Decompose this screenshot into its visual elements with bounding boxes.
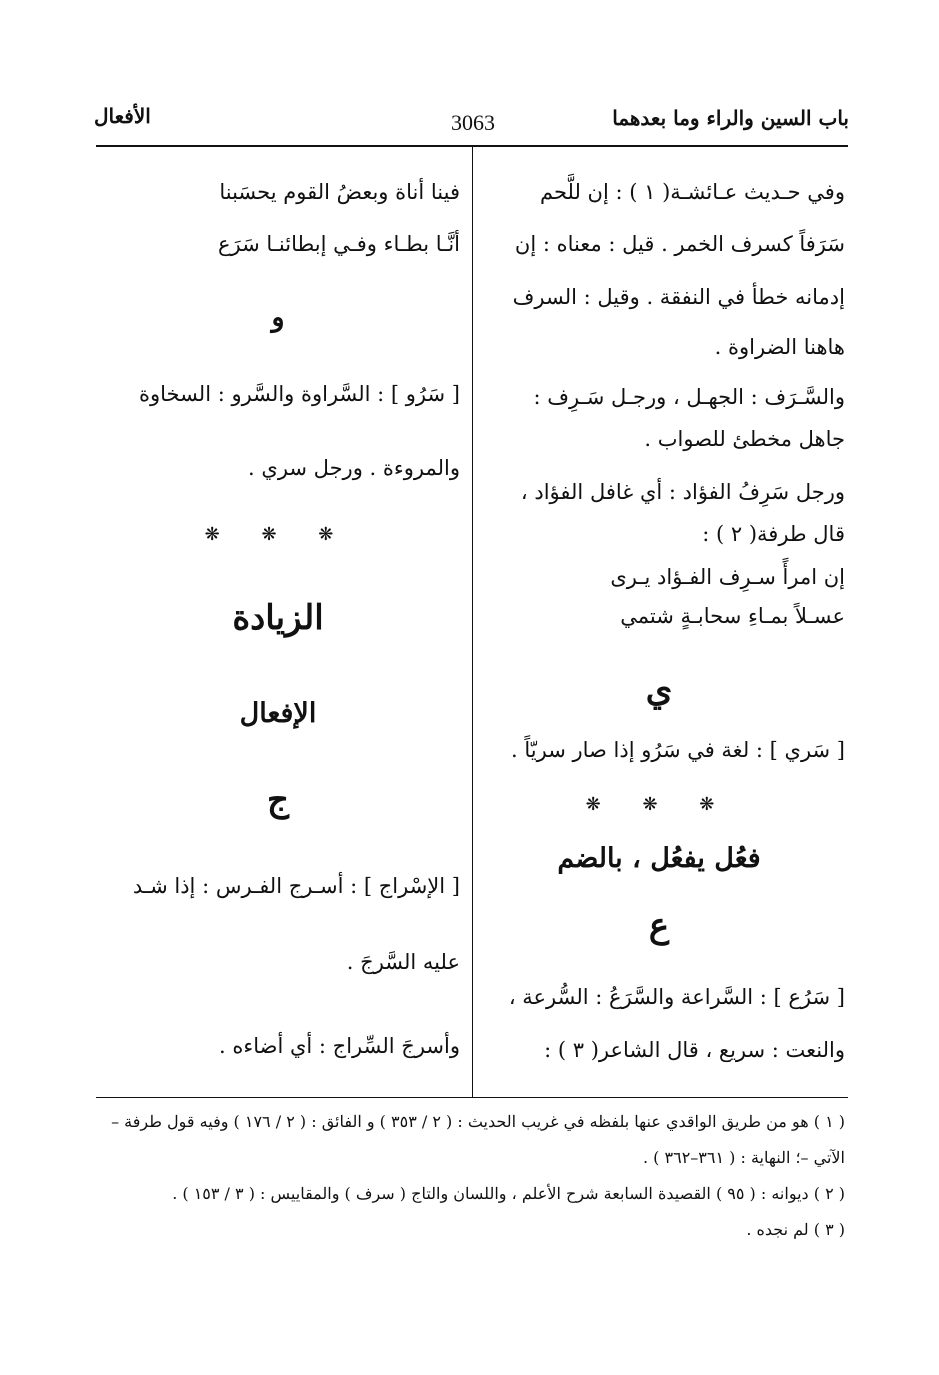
footnote-1-continued: الآتي –؛ النهاية : ( ٣٦١–٣٦٢ ) . <box>643 1148 845 1167</box>
right-verse-2: عسـلاً بمـاءِ سحابـةٍ شتمي <box>620 604 845 628</box>
letter-heading-waw: و <box>271 302 285 333</box>
right-line-2: سَرَفاً كسرف الخمر . قيل : معناه : إن <box>514 232 845 256</box>
left-line-4: عليه السَّرجَ . <box>346 950 460 974</box>
footnote-2: ( ٢ ) ديوانه : ( ٩٥ ) القصيدة السابعة شرح الأعلم ، واللسان والتاج ( سرف ) والمقاييس : ( ٣ / ١٥٣ ) . <box>172 1184 845 1203</box>
right-line-11: والنعت : سريع ، قال الشاعر( ٣ ) : <box>544 1038 845 1062</box>
left-line-2: والمروءة . ورجل سري . <box>248 456 460 480</box>
right-line-4: هاهنا الضراوة . <box>714 335 845 359</box>
footnote-rule <box>96 1097 848 1098</box>
left-line-3: [ الإسْراج ] : أسـرج الفـرس : إذا شـد <box>132 874 460 898</box>
right-line-7: ورجل سَرِفُ الفؤاد : أي غافل الفؤاد ، <box>520 480 845 504</box>
letter-heading-ayn: ع <box>648 906 670 946</box>
footnote-1: ( ١ ) هو من طريق الواقدي عنها بلفظه في غريب الحديث : ( ٢ / ٣٥٣ ) و الفائق : ( ٢ / ١٧٦ ) وفيه قول طرفة – <box>111 1112 845 1131</box>
section-heading-ziyada: الزيادة <box>232 598 324 638</box>
chapter-heading-fa-ula: فعُل يفعُل ، بالضم <box>557 843 761 874</box>
letter-heading-ya: ي <box>645 670 673 710</box>
left-section-stars: ❋ ❋ ❋ <box>204 524 352 545</box>
page-number: 3063 <box>451 110 495 135</box>
letter-heading-jim: ج <box>267 780 289 820</box>
left-line-1: [ سَرُو ] : السَّراوة والسَّرو : السخاوة <box>138 382 460 406</box>
right-line-6: جاهل مخطئ للصواب . <box>644 427 845 451</box>
section-heading-if-al: الإفعال <box>239 698 317 729</box>
left-line-5: وأسرجَ السِّراج : أي أضاءه . <box>219 1034 460 1058</box>
left-verse-1: فينا أناة وبعضُ القوم يحسَبنا <box>219 180 460 204</box>
left-verse-2: أنَّـا بطـاء وفـي إبطائنـا سَرَع <box>217 232 460 256</box>
right-line-1: وفي حـديث عـائشـة( ١ ) : إن للَّحم <box>540 180 845 204</box>
right-line-9: [ سَري ] : لغة في سَرُو إذا صار سريّاً . <box>511 738 845 762</box>
footnote-3: ( ٣ ) لم نجده . <box>746 1220 845 1239</box>
right-section-stars: ❋ ❋ ❋ <box>585 794 733 815</box>
right-line-8: قال طرفة( ٢ ) : <box>702 522 845 546</box>
right-line-10: [ سَرُع ] : السَّراعة والسَّرَعُ : السُّرعة ، <box>508 985 845 1009</box>
right-line-5: والسَّـرَف : الجهـل ، ورجـل سَـرِف : <box>533 385 845 409</box>
right-verse-1: إن امرأً سـرِف الفـؤاد يـرى <box>610 565 845 589</box>
running-head-chapter: باب السين والراء وما بعدهما <box>612 106 849 130</box>
right-line-3: إدمانه خطأ في النفقة . وقيل : السرف <box>512 285 845 309</box>
running-head-section: الأفعال <box>94 104 151 128</box>
